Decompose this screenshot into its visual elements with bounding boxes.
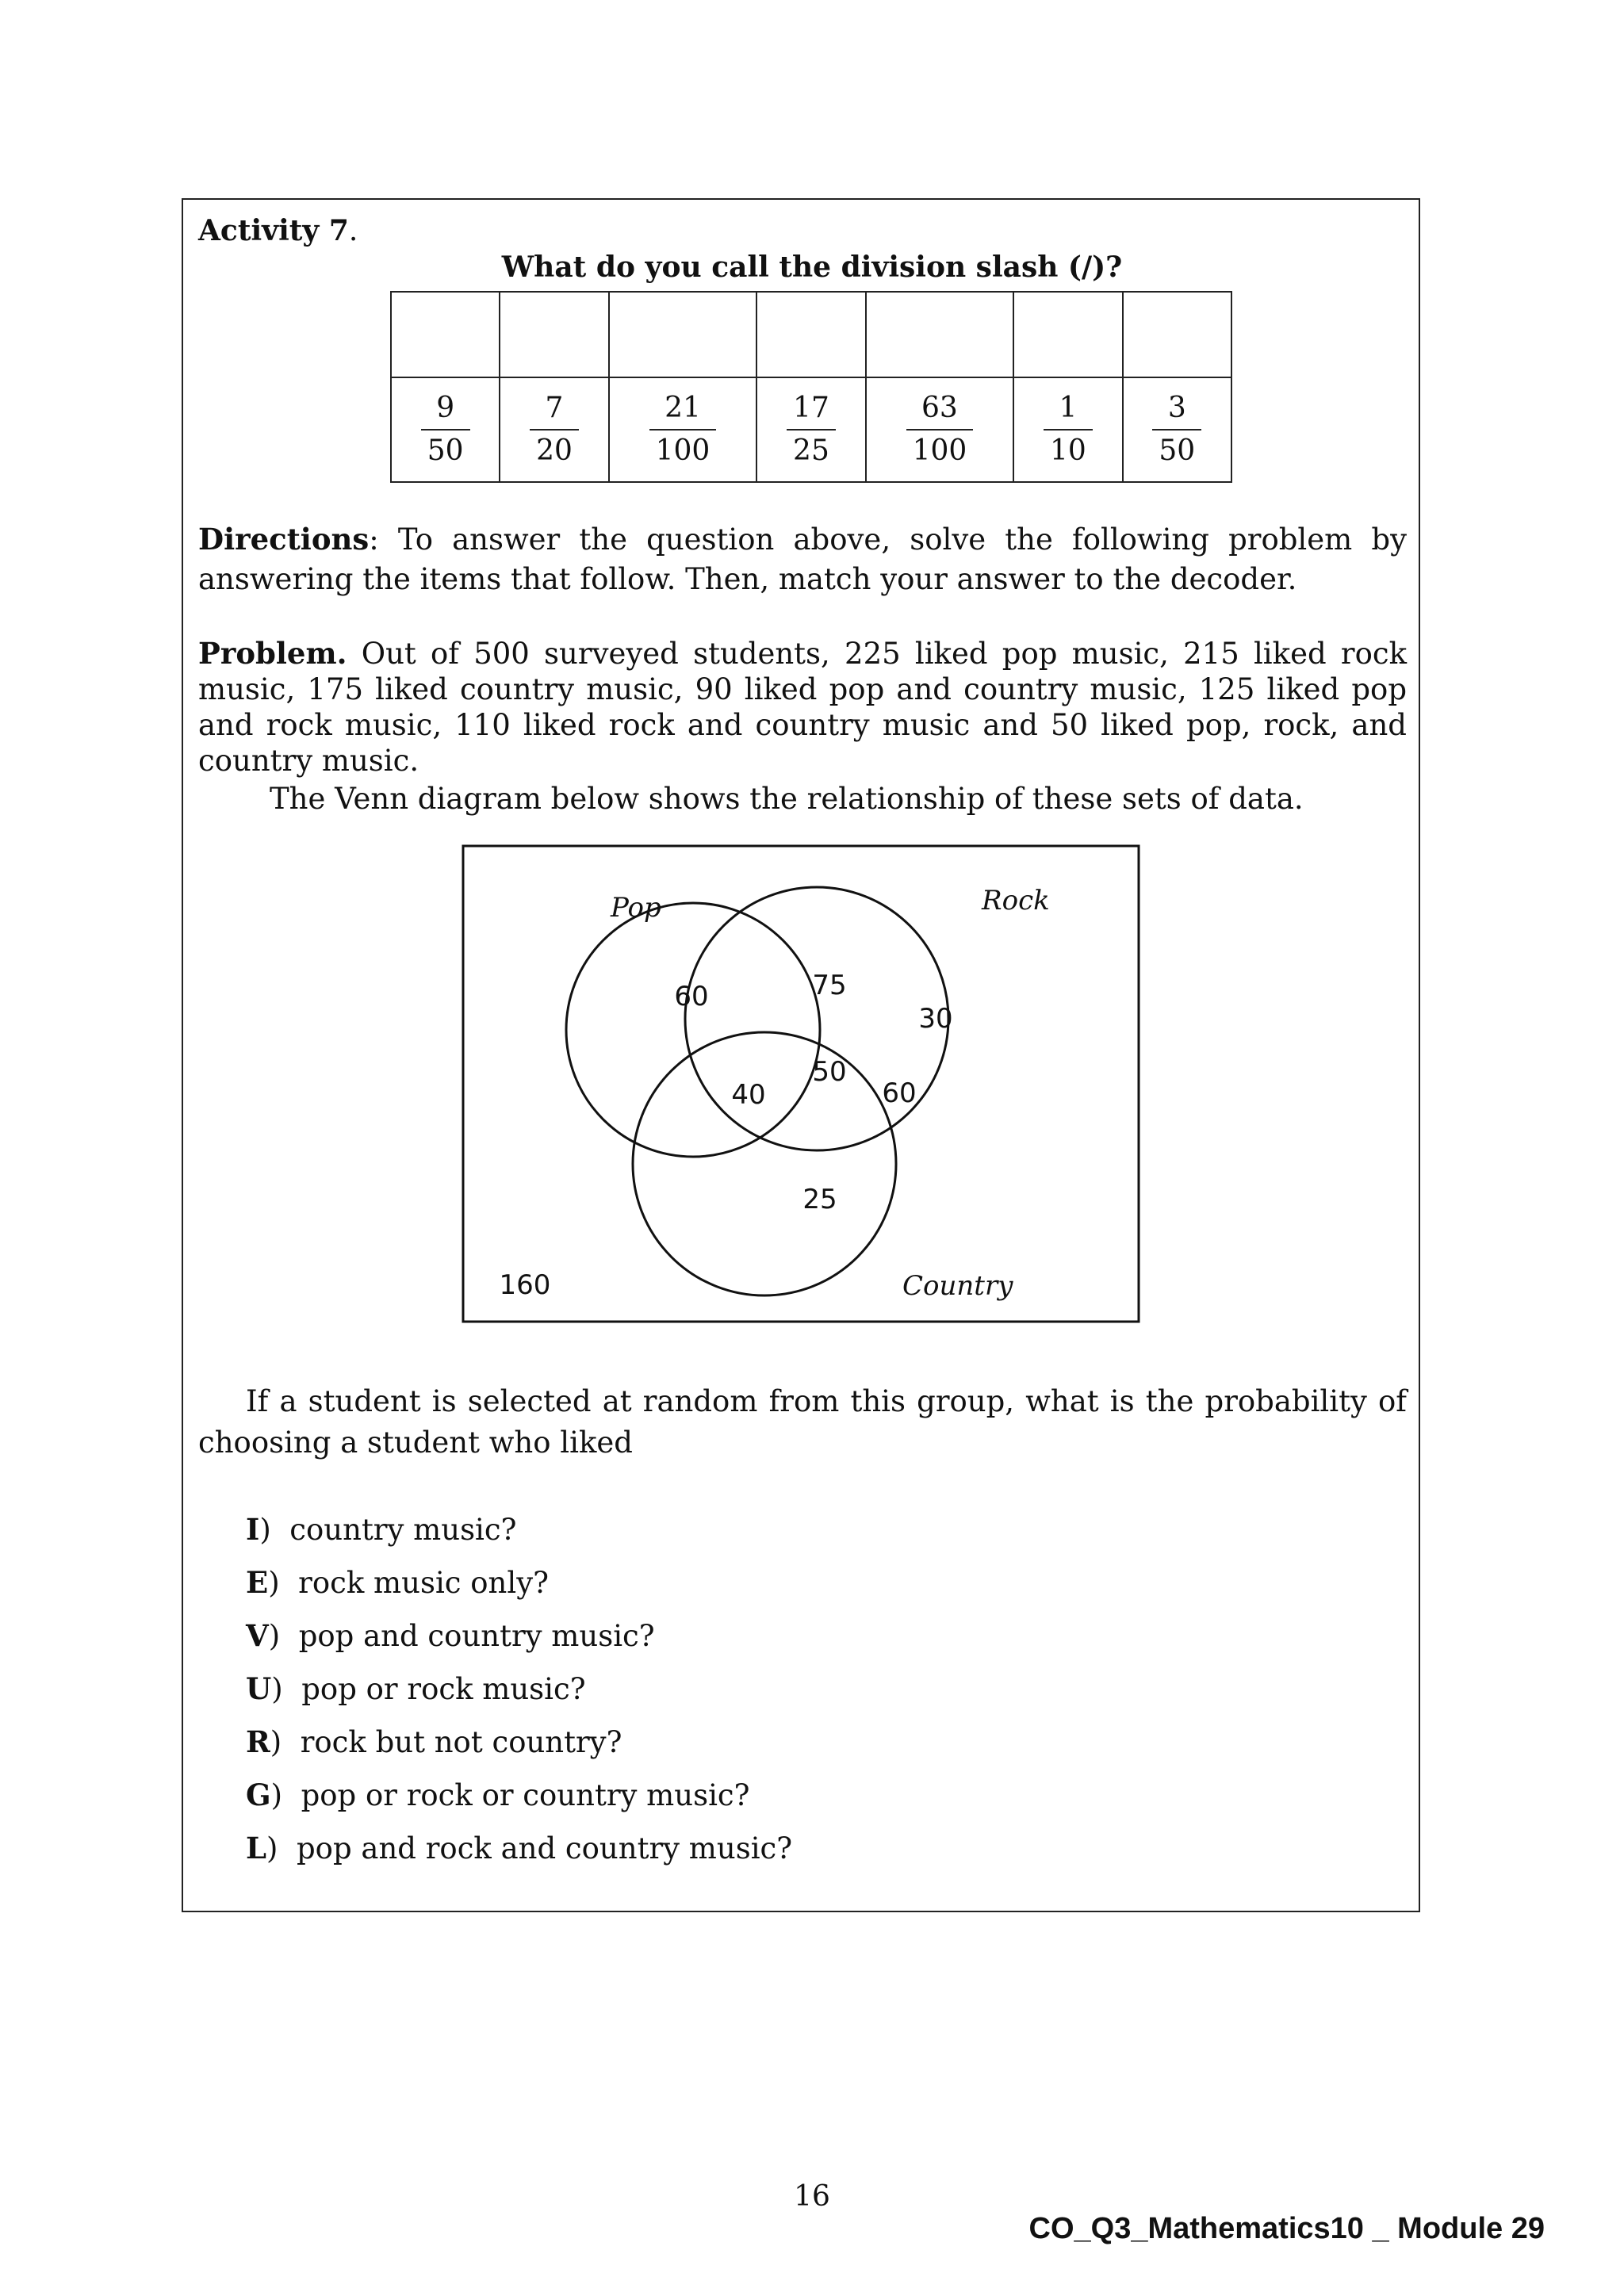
decoder-blank-cell <box>609 292 757 377</box>
fraction: $\frac{7}{20}$ <box>530 394 579 465</box>
rock-label: Rock <box>982 885 1050 916</box>
decoder-fraction-cell <box>391 377 500 482</box>
decoder-fraction-cell <box>756 377 865 482</box>
region-all-three: 50 <box>812 1056 847 1088</box>
decoder-answer-row <box>391 292 1231 377</box>
decoder-blank-cell <box>500 292 608 377</box>
directions-paragraph: Directions: To answer the question above, solve the following problem by answering the items that follow. Then, match your answer to the decoder. <box>198 522 1407 596</box>
fraction: $\frac{3}{50}$ <box>1152 394 1201 465</box>
page-number: 16 <box>794 2180 830 2213</box>
decoder-blank-cell <box>756 292 865 377</box>
question-paragraph: If a student is selected at random from this group, what is the probability of choosing a student who liked <box>198 1384 1407 1460</box>
list-item: E) rock music only? <box>246 1565 549 1600</box>
decoder-blank-cell <box>866 292 1014 377</box>
country-circle <box>633 1032 896 1295</box>
venn-diagram <box>462 844 1145 1326</box>
list-item: I) country music? <box>246 1512 517 1547</box>
decoder-fraction-row <box>391 377 1231 482</box>
venn-intro-text: The Venn diagram below shows the relationship of these sets of data. <box>270 782 1304 816</box>
list-item: R) rock but not country? <box>246 1724 622 1759</box>
region-outside: 160 <box>499 1269 551 1301</box>
list-item: G) pop or rock or country music? <box>246 1777 750 1812</box>
fraction: $\frac{1}{10}$ <box>1044 394 1093 465</box>
universal-set-box <box>463 846 1139 1322</box>
fraction: $\frac{21}{100}$ <box>649 394 717 465</box>
country-label: Country <box>902 1270 1013 1302</box>
region-pop-rock: 75 <box>812 970 847 1001</box>
question-items-list <box>246 1503 792 1875</box>
decoder-fraction-cell <box>1123 377 1231 482</box>
pop-circle <box>566 903 820 1157</box>
list-item: U) pop or rock music? <box>246 1671 586 1706</box>
region-rock-country: 60 <box>882 1077 917 1109</box>
fraction: $\frac{17}{25}$ <box>787 394 836 465</box>
region-country-only: 25 <box>802 1184 837 1215</box>
decoder-fraction-cell <box>500 377 608 482</box>
problem-paragraph: Problem. Out of 500 surveyed students, 225 liked pop music, 215 liked rock music, 175 liked country music, 90 liked pop and country music, 125 liked pop and rock music, 110 liked rock and country music and 50 liked pop, rock, and country music. <box>198 636 1407 778</box>
decoder-blank-cell <box>1123 292 1231 377</box>
module-code: CO_Q3_Mathematics10 _ Module 29 <box>1028 2212 1545 2245</box>
rock-circle <box>685 887 948 1150</box>
decoder-fraction-cell <box>1013 377 1122 482</box>
list-item: L) pop and rock and country music? <box>246 1831 793 1866</box>
decoder-blank-cell <box>1013 292 1122 377</box>
fraction: $\frac{63}{100}$ <box>906 394 974 465</box>
list-item: V) pop and country music? <box>246 1618 655 1653</box>
pop-label: Pop <box>611 892 661 924</box>
decoder-question: What do you call the division slash (/)? <box>501 251 1123 284</box>
region-rock-only: 30 <box>918 1003 953 1035</box>
region-pop-country: 40 <box>731 1079 766 1111</box>
decoder-table <box>390 291 1232 483</box>
activity-title: Activity 7. <box>198 214 358 247</box>
decoder-fraction-cell <box>866 377 1014 482</box>
fraction: $\frac{9}{50}$ <box>421 394 470 465</box>
decoder-blank-cell <box>391 292 500 377</box>
decoder-fraction-cell <box>609 377 757 482</box>
region-pop-only: 60 <box>674 981 709 1012</box>
